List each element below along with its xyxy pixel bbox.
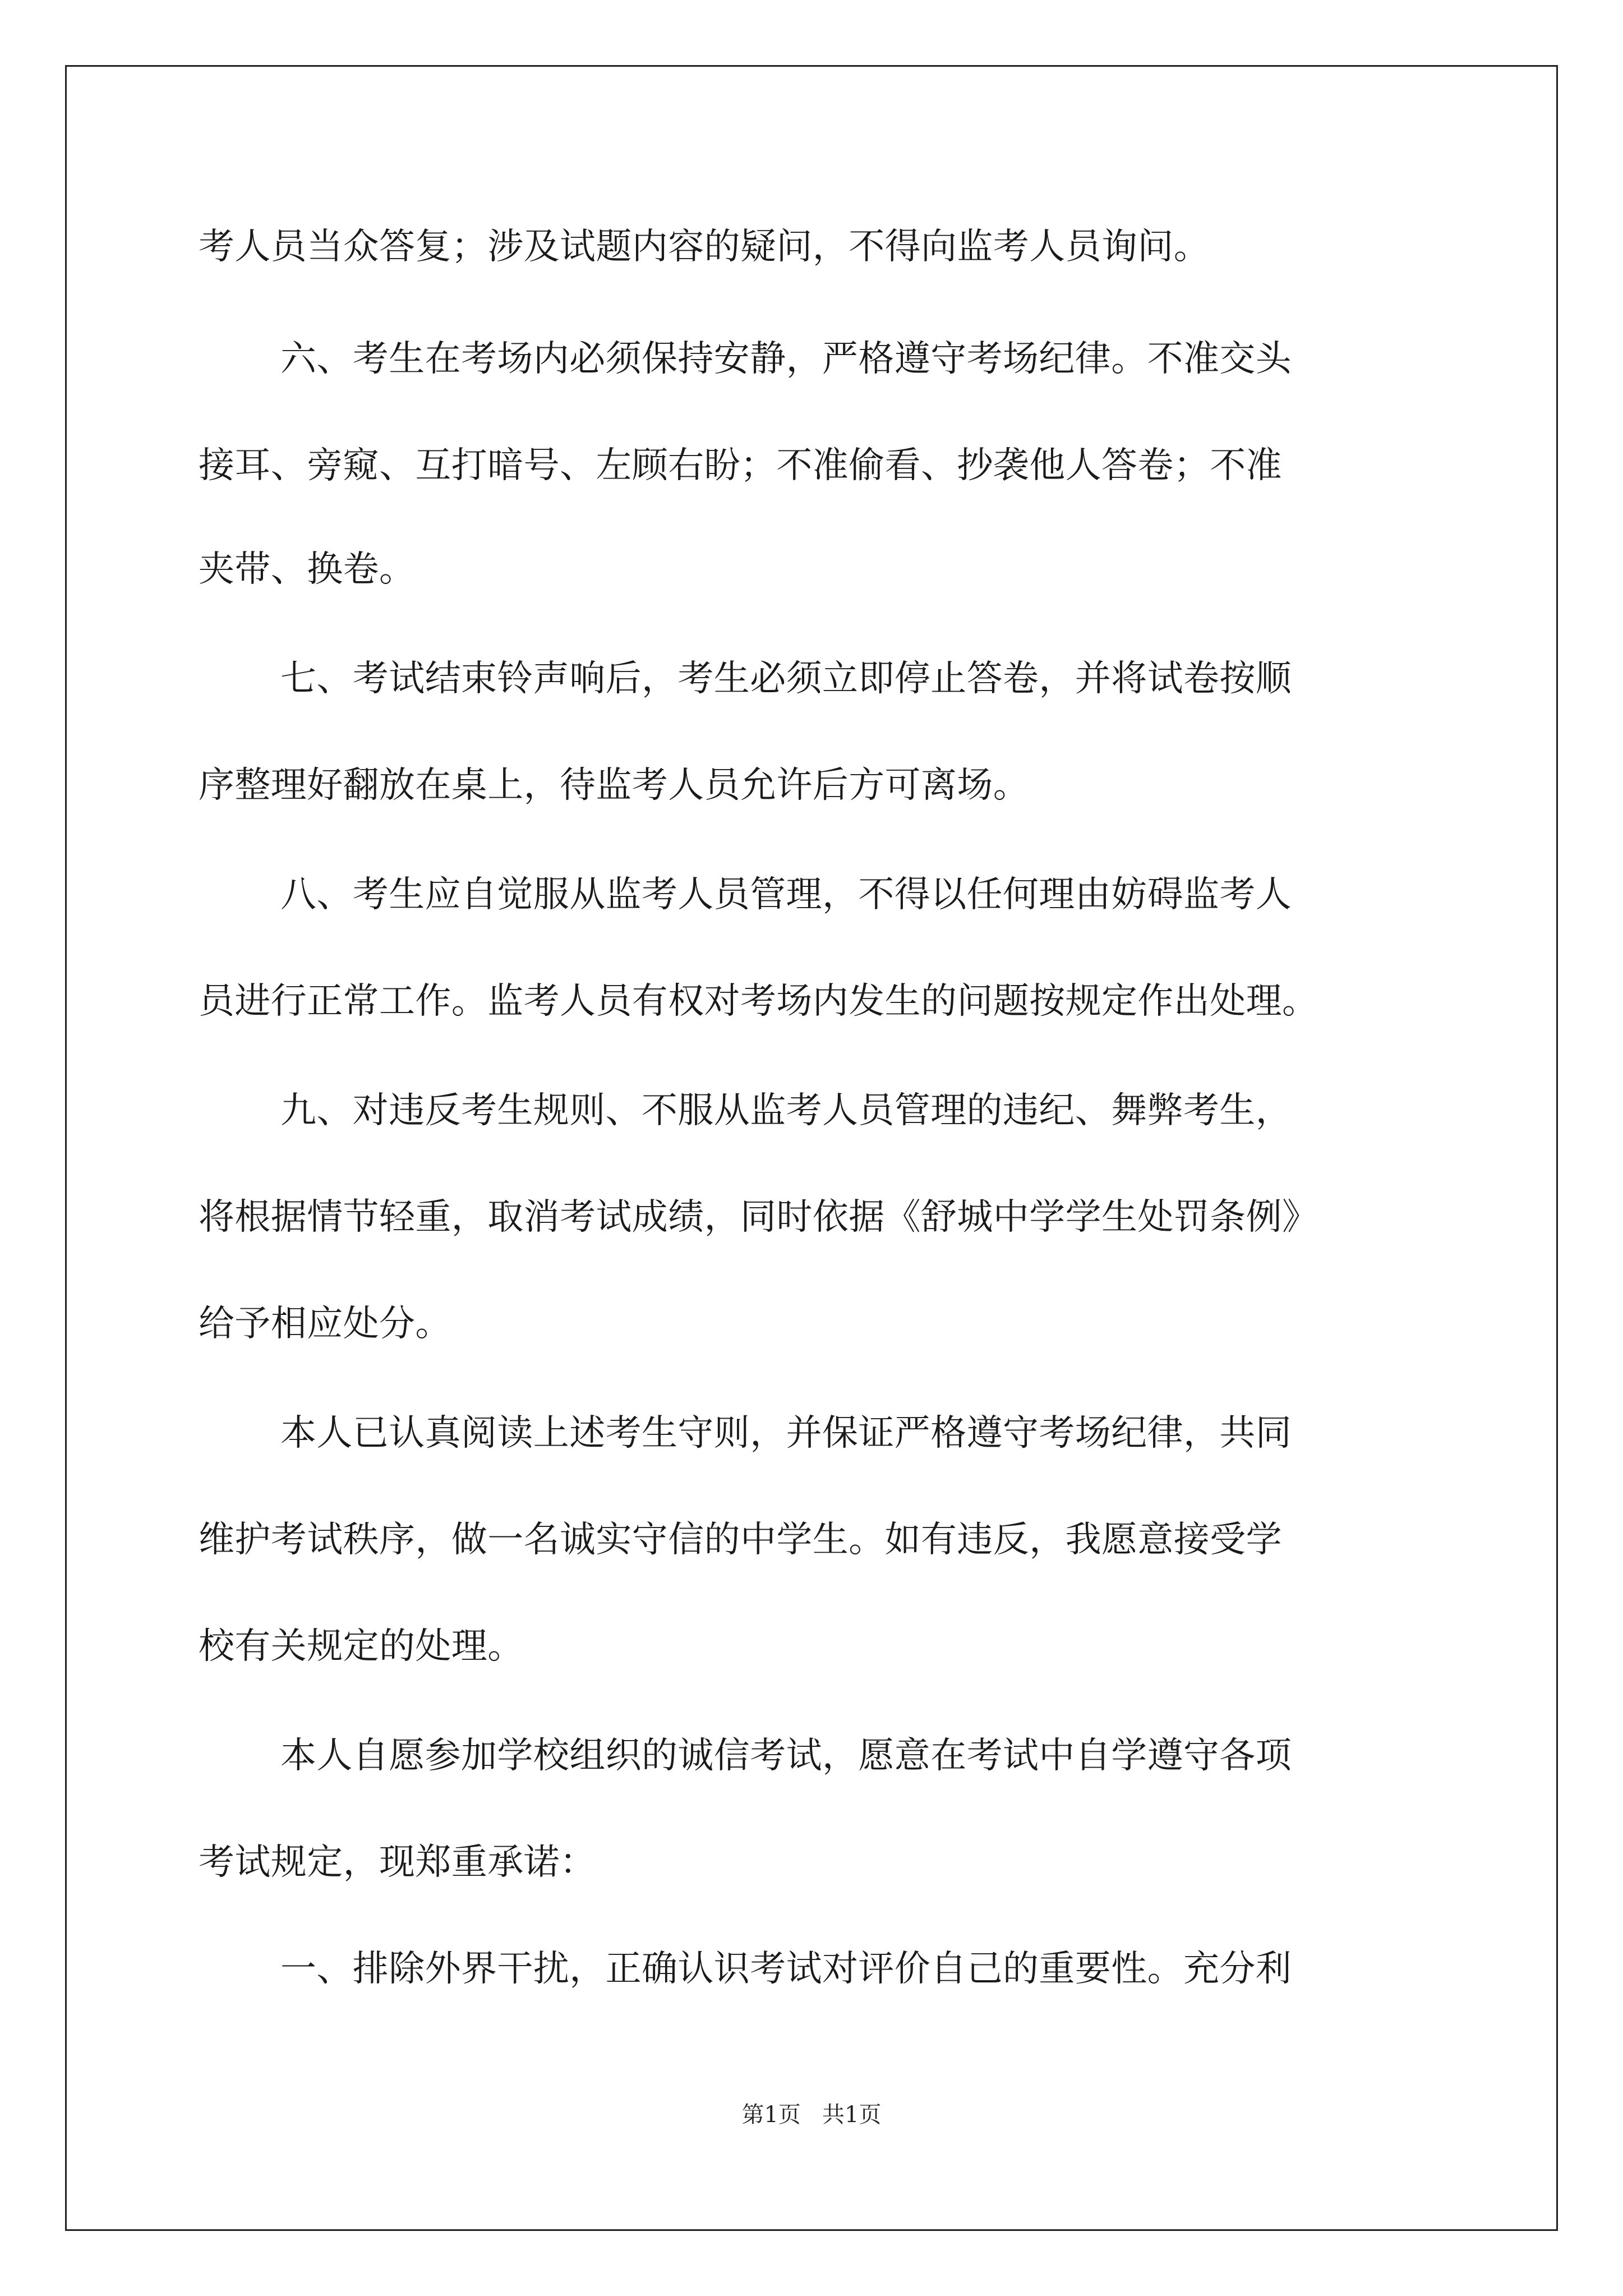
body-line-8: 员进行正常工作。监考人员有权对考场内发生的问题按规定作出处理。 xyxy=(199,981,1318,1022)
body-line-6: 序整理好翻放在桌上，待监考人员允许后方可离场。 xyxy=(199,765,1030,806)
body-line-9: 九、对违反考生规则、不服从监考人员管理的违纪、舞弊考生， xyxy=(280,1090,1292,1131)
body-line-15: 本人自愿参加学校组织的诚信考试，愿意在考试中自学遵守各项 xyxy=(280,1735,1292,1777)
body-line-1: 考人员当众答复；涉及试题内容的疑问，不得向监考人员询问。 xyxy=(199,226,1210,268)
body-line-13: 维护考试秩序，做一名诚实守信的中学生。如有违反，我愿意接受学 xyxy=(199,1519,1282,1561)
body-line-3: 接耳、旁窥、互打暗号、左顾右盼；不准偷看、抄袭他人答卷；不准 xyxy=(199,445,1282,486)
body-line-4: 夹带、换卷。 xyxy=(199,549,416,590)
body-line-10: 将根据情节轻重，取消考试成绩，同时依据《舒城中学学生处罚条例》 xyxy=(199,1197,1318,1238)
body-line-12: 本人已认真阅读上述考生守则，并保证严格遵守考场纪律，共同 xyxy=(280,1412,1292,1454)
body-line-7: 八、考生应自觉服从监考人员管理，不得以任何理由妨碍监考人 xyxy=(280,874,1292,915)
body-line-5: 七、考试结束铃声响后，考生必须立即停止答卷，并将试卷按顺 xyxy=(280,658,1292,700)
body-line-17: 一、排除外界干扰，正确认识考试对评价自己的重要性。充分利 xyxy=(280,1948,1292,1990)
body-line-11: 给予相应处分。 xyxy=(199,1303,451,1345)
body-line-16: 考试规定，现郑重承诺： xyxy=(199,1842,596,1883)
page-number-footer: 第1页 共1页 xyxy=(741,2102,882,2128)
body-line-2: 六、考生在考场内必须保持安静，严格遵守考场纪律。不准交头 xyxy=(280,338,1292,380)
body-line-14: 校有关规定的处理。 xyxy=(199,1626,524,1667)
